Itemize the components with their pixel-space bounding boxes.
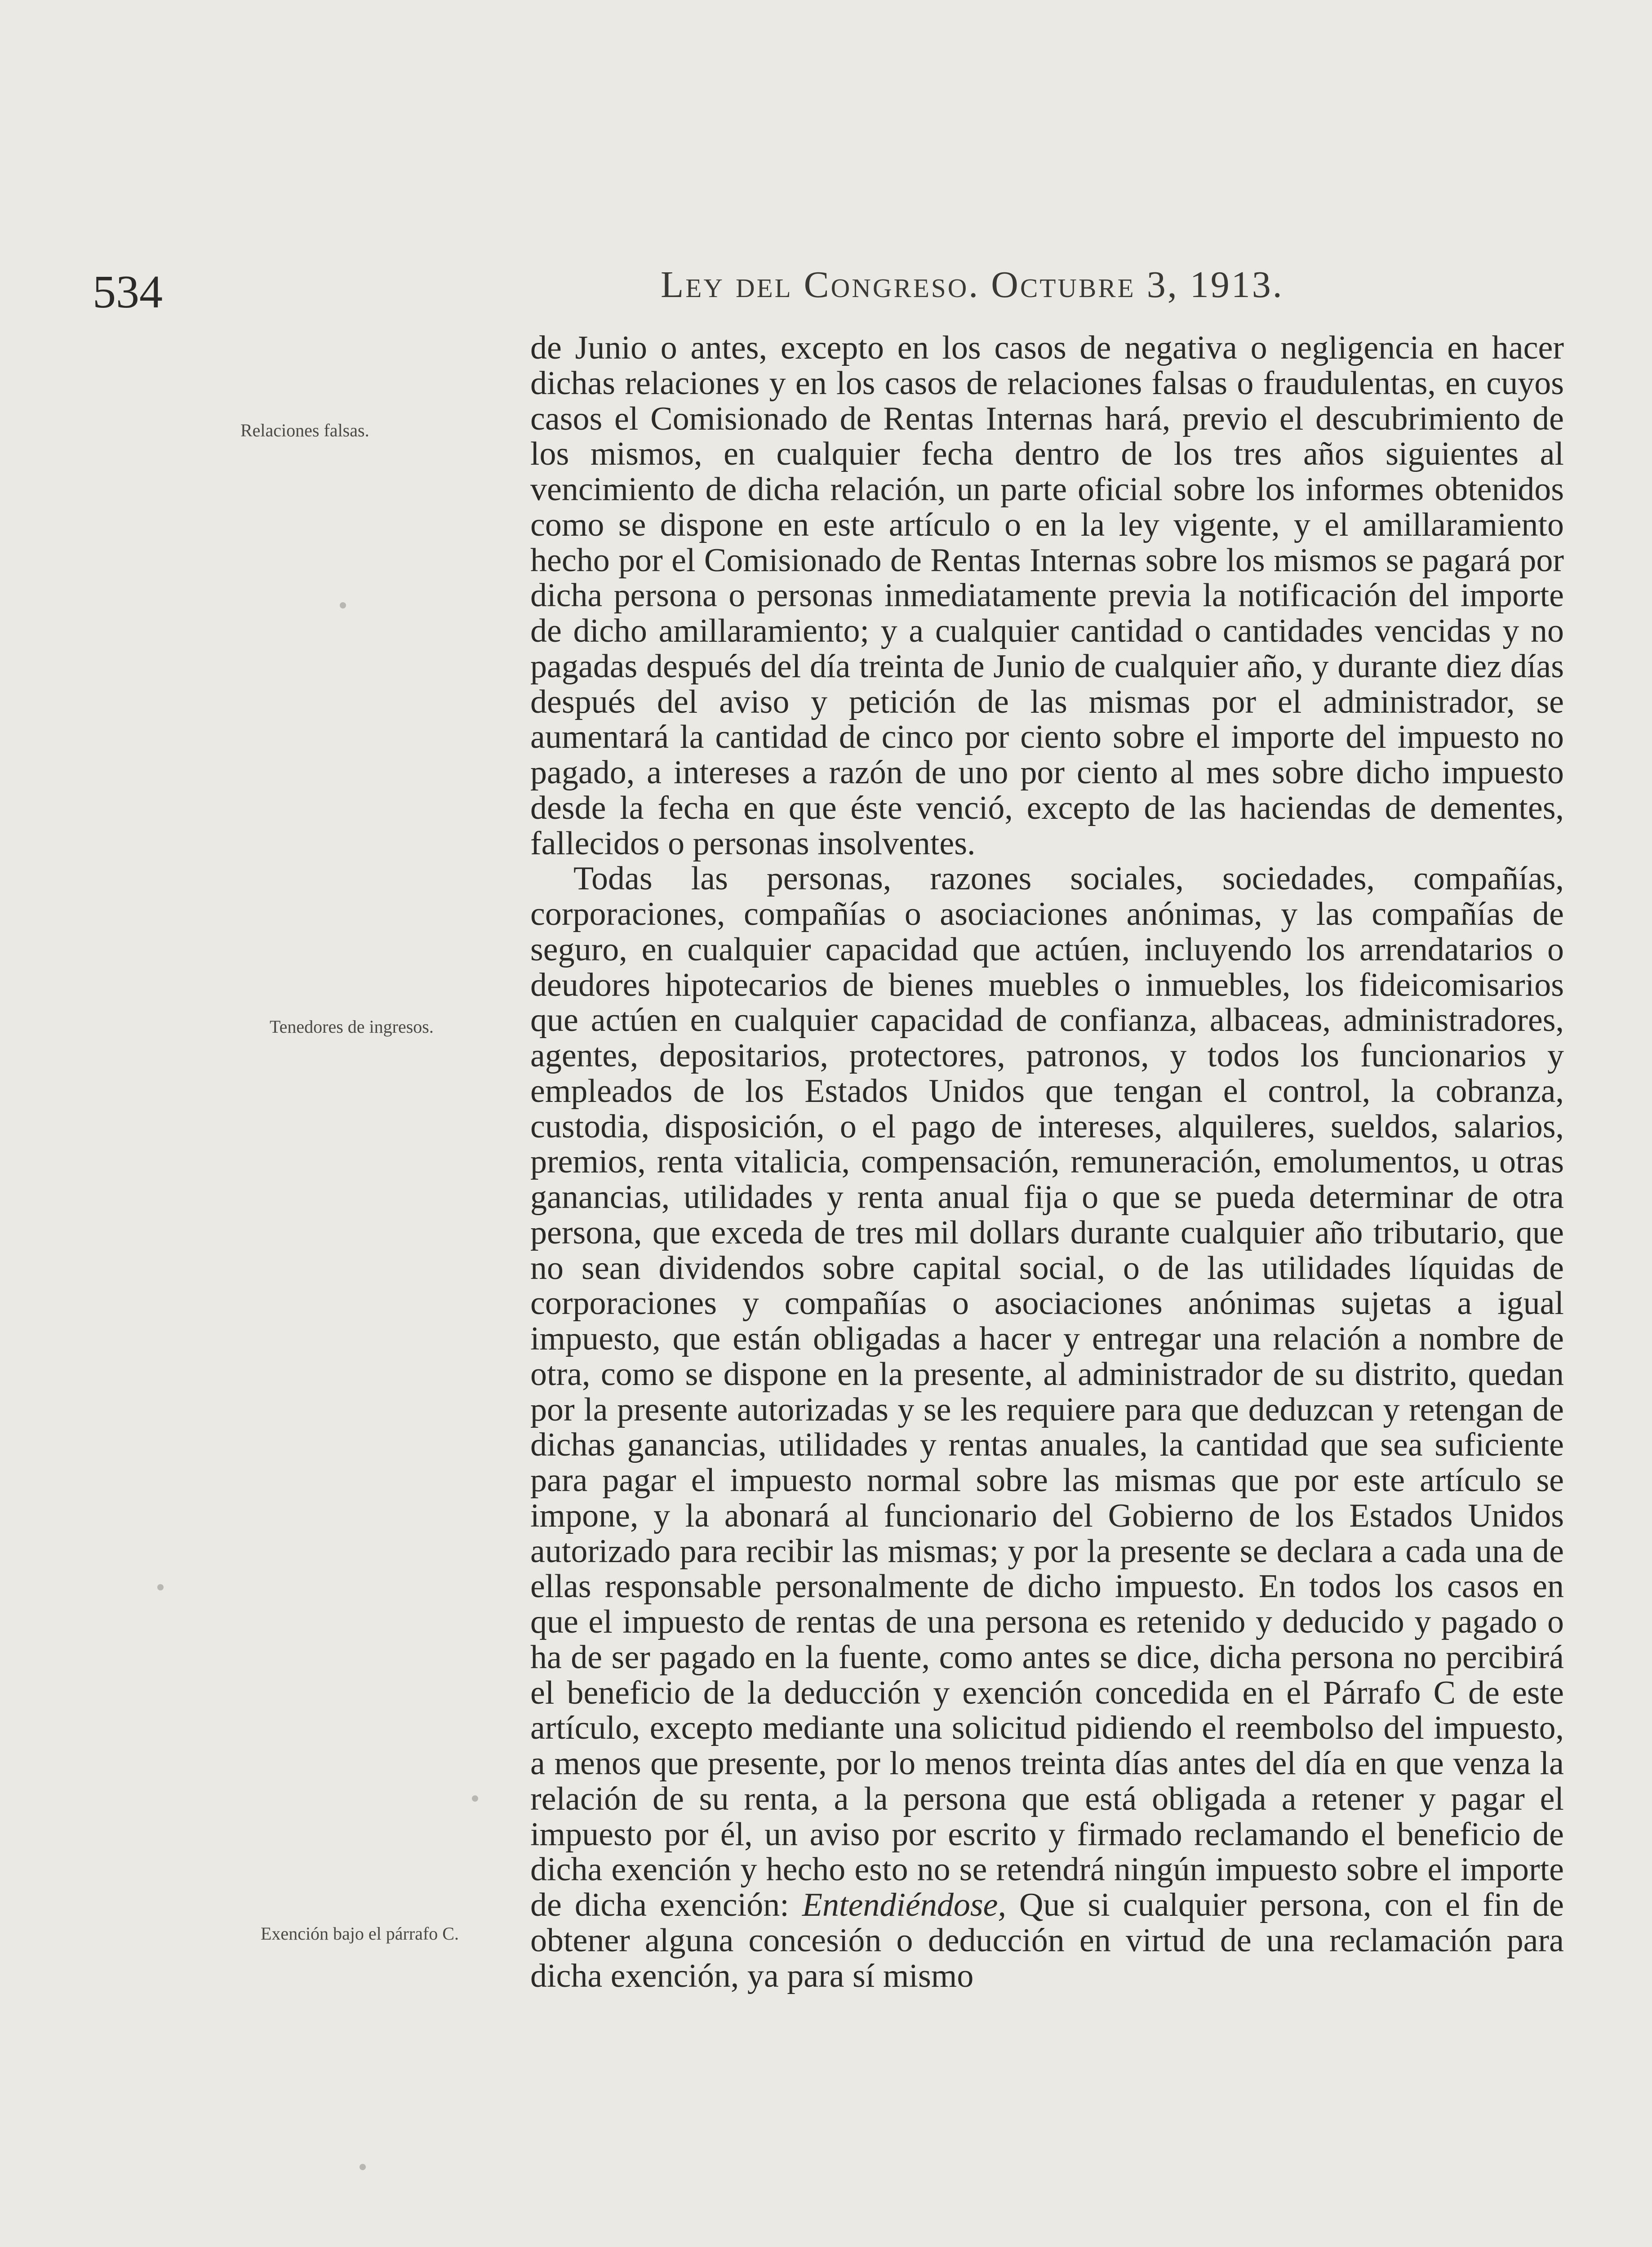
paper-speck xyxy=(157,1584,164,1590)
margin-note-false-returns: Relaciones falsas. xyxy=(240,420,369,440)
body-text xyxy=(530,330,1564,1994)
margin-note-income-holders: Tenedores de ingresos. xyxy=(270,1017,434,1037)
paragraph-text: Que si cualquier persona, con el fin de obtener alguna concesión o deducción en virtud de una reclamación para dicha exención, ya para sí mismo xyxy=(530,1887,1564,1994)
proviso-word: Entendiéndose, xyxy=(802,1887,1006,1923)
paper-speck xyxy=(340,602,346,608)
paper-speck xyxy=(360,2164,366,2170)
paragraph: de Junio o antes, excepto en los casos de negativa o negligencia en hacer dichas relaciones y en los casos de relaciones falsas o fraudulentas, en cuyos casos el Comisionado de Rentas Internas hará, previo el descubrimiento de los mismos, en cualquier fecha dentro de los tres años siguientes al vencimiento de dicha relación, un parte oficial sobre los informes obtenidos como se dispone en este artículo o en la ley vigente, y el amillaramiento hecho por el Comisionado de Rentas Internas sobre los mismos se pagará por dicha persona o personas inmediatamente previa la notificación del importe de dicho amillaramiento; y a cualquier cantidad o cantidades vencidas y no pagadas después del día treinta de Junio de cualquier año, y durante diez días después del aviso y petición de las mismas por el administrador, se aumentará la cantidad de cinco por ciento sobre el importe del impuesto no pagado, a intereses a razón de uno por ciento al mes sobre dicho impuesto desde la fecha en que éste venció, excepto de las haciendas de dementes, fallecidos o personas insolventes. xyxy=(530,329,1564,862)
page-number: 534 xyxy=(93,266,163,318)
paragraph-text: Todas las personas, razones sociales, sociedades, compañías, corporaciones, compañías o asociaciones anónimas, y las compañías de seguro, en cualquier capacidad que actúen, incluyendo los arrendatarios o deudores hipotecarios de bienes muebles o inmuebles, los fideicomisarios que actúen en cualquier capacidad de confianza, albaceas, administradores, agentes, depositarios, protectores, patronos, y todos los funcionarios y empleados de los Estados Unidos que tengan el control, la cobranza, custodia, disposición, o el pago de intereses, alquileres, sueldos, salarios, premios, renta vitalicia, compensación, remuneración, emolumentos, u otras ganancias, utilidades y renta anual fija o que se pueda determinar de otra persona, que exceda de tres mil dollars durante cualquier año tributario, que no sean dividendos sobre capital social, o de las utilidades líquidas de corporaciones y compañías o asociaciones anónimas sujetas a igual impuesto, que están obligadas a hacer y entregar una relación a nombre de otra, como se dispone en la presente, al administrador de su distrito, quedan por la presente autorizadas y se les requiere para que deduzcan y retengan de dichas ganancias, utilidades y rentas anuales, la cantidad que sea suficiente para pagar el impuesto normal sobre las mismas que por este artículo se impone, y la abonará al funcionario del Gobierno de los Estados Unidos autorizado para recibir las mismas; y por la presente se declara a cada una de ellas responsable personalmente de dicho impuesto. En todos los casos en que el impuesto de rentas de una persona es retenido y deducido y pagado o ha de ser pagado en la fuente, como antes se dice, dicha persona no percibirá el beneficio de la deducción y exención concedida en el Párrafo C de este artículo, excepto mediante una solicitud pidiendo el reembolso del impuesto, a menos que presente, por lo menos treinta días antes del día en que venza la relación de su renta, a la persona que está obligada a retener y pagar el impuesto por él, un aviso por escrito y firmado reclamando el beneficio de dicha exención y hecho esto no se retendrá ningún impuesto sobre el importe de dicha exención: xyxy=(530,860,1564,1923)
paragraph xyxy=(530,861,1564,1994)
running-header: Ley del Congreso. Octubre 3, 1913. xyxy=(661,264,1284,306)
margin-note-exemption: Exención bajo el párrafo C. xyxy=(261,1923,459,1944)
paper-speck xyxy=(472,1795,478,1802)
